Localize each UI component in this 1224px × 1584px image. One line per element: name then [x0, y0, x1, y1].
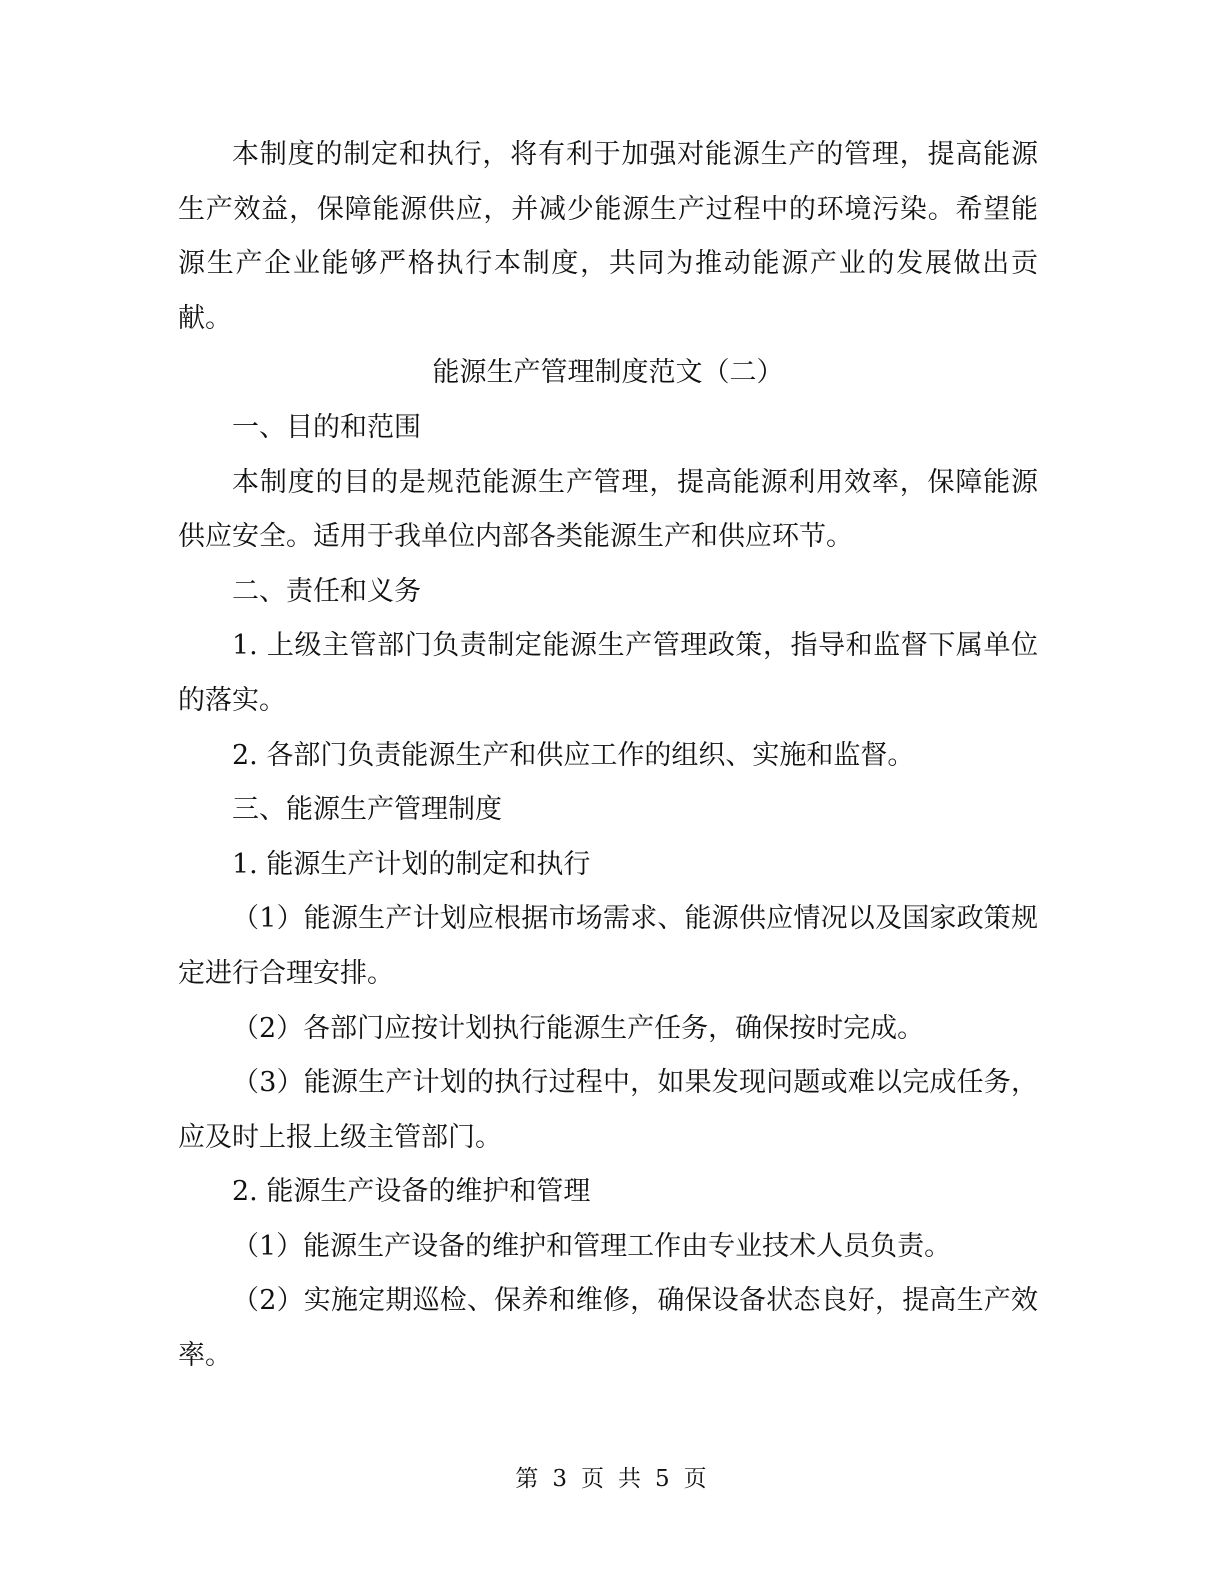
paragraph-purpose: 本制度的目的是规范能源生产管理，提高能源利用效率，保障能源供应安全。适用于我单位内部各类能源生产和供应环节。: [178, 466, 1038, 553]
footer-total-pages: 5: [655, 1466, 672, 1492]
footer-label-gong: 共: [618, 1466, 643, 1492]
heading-purpose-scope: 一、目的和范围: [232, 411, 421, 443]
heading-management-system: 三、能源生产管理制度: [232, 794, 502, 826]
section-title: 能源生产管理制度范文（二）: [432, 357, 784, 389]
list-item-equipment-2: （2）实施定期巡检、保养和维修，确保设备状态良好，提高生产效率。: [178, 1285, 1038, 1372]
footer-label-di: 第: [515, 1466, 541, 1492]
list-item-responsibility-2: 2. 各部门负责能源生产和供应工作的组织、实施和监督。: [232, 739, 915, 771]
footer-current-page: 3: [552, 1466, 569, 1492]
page-footer: [0, 1460, 1224, 1493]
subheading-equipment: 2. 能源生产设备的维护和管理: [232, 1176, 591, 1208]
paragraph-conclusion: 本制度的制定和执行，将有利于加强对能源生产的管理，提高能源生产效益，保障能源供应，并减少能源生产过程中的环境污染。希望能源生产企业能够严格执行本制度，共同为推动能源产业的发展做出贡献。: [178, 139, 1038, 334]
footer-label-ye-total: 页: [683, 1466, 709, 1492]
heading-responsibilities: 二、责任和义务: [232, 575, 421, 607]
footer-label-ye: 页: [581, 1466, 606, 1492]
list-item-equipment-1: （1）能源生产设备的维护和管理工作由专业技术人员负责。: [232, 1230, 952, 1262]
list-item-responsibility-1: 1. 上级主管部门负责制定能源生产管理政策，指导和监督下属单位的落实。: [178, 630, 1038, 716]
list-item-plan-2: （2）各部门应按计划执行能源生产任务，确保按时完成。: [232, 1012, 925, 1044]
list-item-plan-1: （1）能源生产计划应根据市场需求、能源供应情况以及国家政策规定进行合理安排。: [178, 903, 1038, 989]
document-body: [178, 128, 1038, 1384]
list-item-plan-3: （3）能源生产计划的执行过程中，如果发现问题或难以完成任务，应及时上报上级主管部门。: [178, 1067, 1038, 1153]
subheading-production-plan: 1. 能源生产计划的制定和执行: [232, 848, 591, 880]
